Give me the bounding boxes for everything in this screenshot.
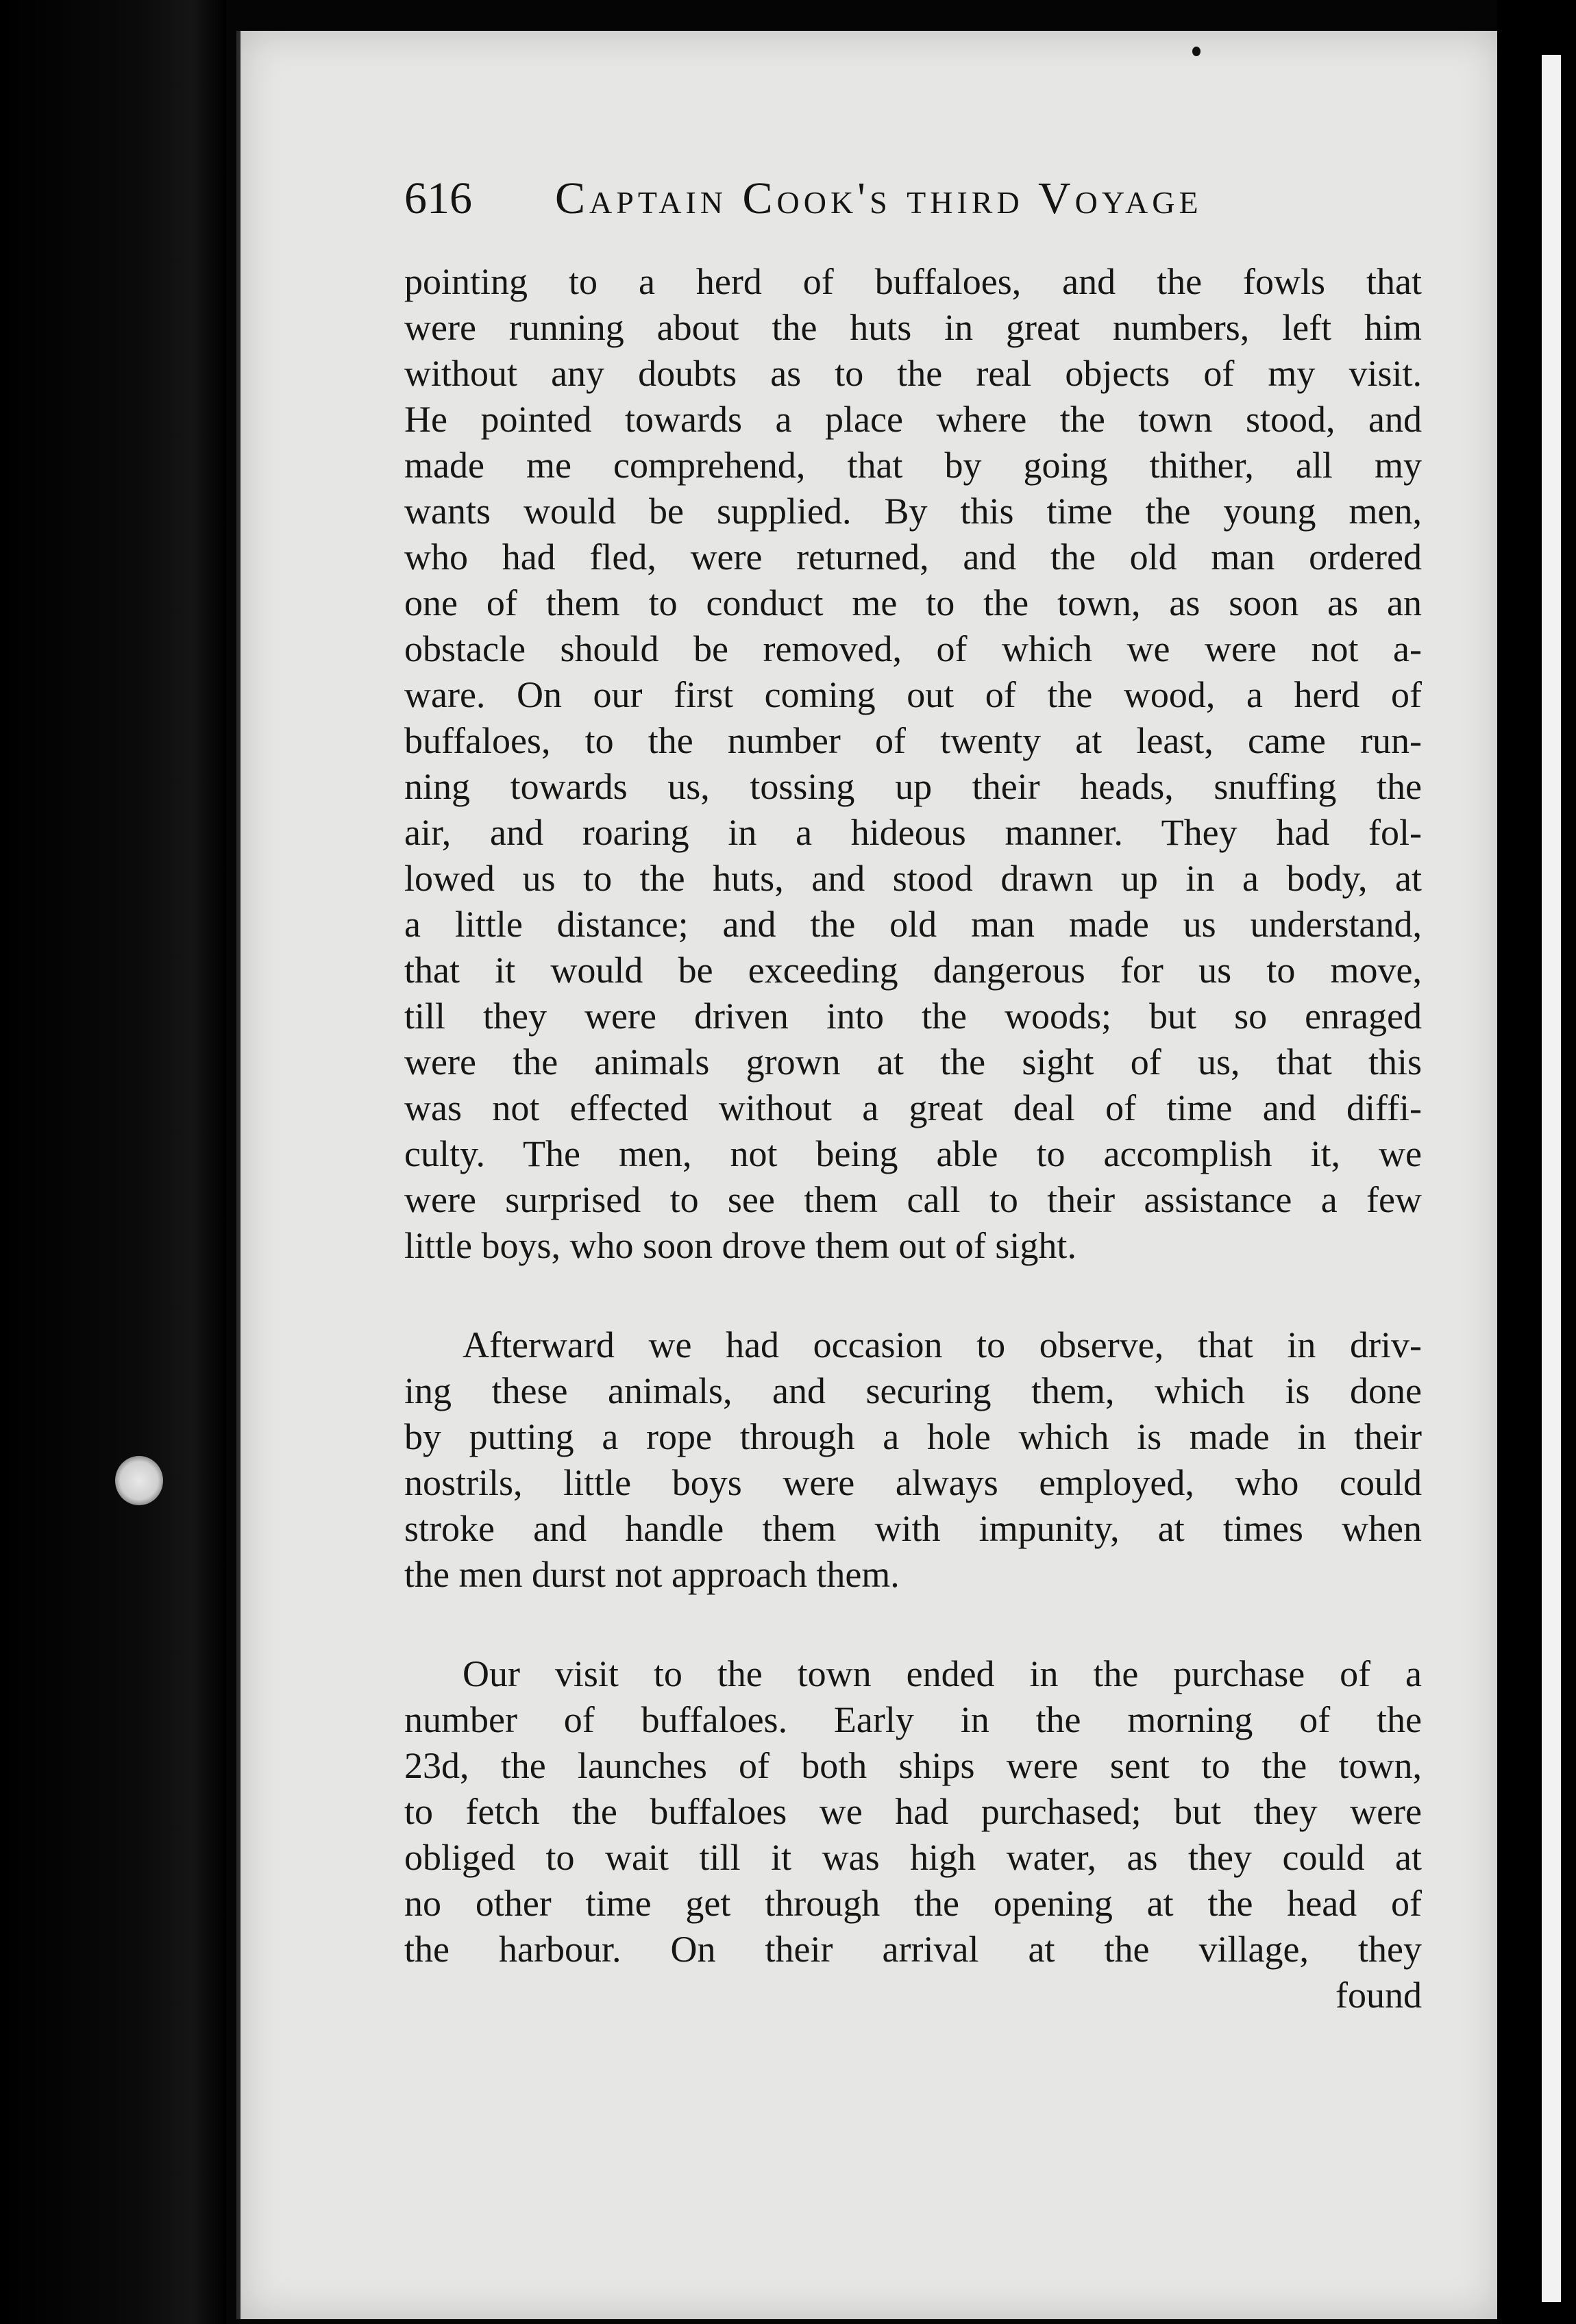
text-line: pointing to a herd of buffaloes, and the fowls that <box>404 261 1422 302</box>
text-line: without any doubts as to the real objects of my visit. <box>404 353 1422 394</box>
ink-speck <box>1192 47 1201 56</box>
text-line: ing these animals, and securing them, which is done <box>404 1370 1422 1411</box>
text-line: little boys, who soon drove them out of sight. <box>404 1225 1076 1266</box>
text-line: till they were driven into the woods; but so enraged <box>404 996 1422 1037</box>
text-line: obliged to wait till it was high water, as they could at <box>404 1837 1422 1878</box>
text-line: a little distance; and the old man made us understand, <box>404 904 1422 945</box>
right-margin-dark <box>1497 0 1576 2324</box>
paragraph-gap <box>404 1269 1422 1322</box>
text-line: by putting a rope through a hole which is made in their <box>404 1416 1422 1457</box>
text-line: wants would be supplied. By this time the young men, <box>404 491 1422 532</box>
text-line: who had fled, were returned, and the old man ordered <box>404 536 1422 578</box>
text-line: made me comprehend, that by going thither, all my <box>404 445 1422 486</box>
text-line: nostrils, little boys were always employed, who could <box>404 1462 1422 1503</box>
running-title: Captain Cook's third Voyage <box>555 173 1203 223</box>
text-line: culty. The men, not being able to accomplish it, we <box>404 1133 1422 1174</box>
text-line: buffaloes, to the number of twenty at least, came run- <box>404 720 1422 761</box>
text-line: Our visit to the town ended in the purchase of a <box>463 1653 1422 1694</box>
text-line: He pointed towards a place where the town stood, and <box>404 399 1422 440</box>
text-line: was not effected without a great deal of time and diffi- <box>404 1087 1422 1128</box>
text-line: stroke and handle them with impunity, at times when <box>404 1508 1422 1549</box>
text-line: to fetch the buffaloes we had purchased; but they were <box>404 1791 1422 1832</box>
paragraph-gap <box>404 1598 1422 1651</box>
text-line: one of them to conduct me to the town, as soon as an <box>404 582 1422 623</box>
text-line: ware. On our first coming out of the wood, a herd of <box>404 674 1422 715</box>
page-number: 616 <box>404 173 472 223</box>
text-line: air, and roaring in a hideous manner. They had fol- <box>404 812 1422 853</box>
text-line: that it would be exceeding dangerous for us to move, <box>404 950 1422 991</box>
catchword: found <box>1335 1975 1422 2016</box>
text-line: no other time get through the opening at the head of <box>404 1883 1422 1924</box>
text-line: 23d, the launches of both ships were sent to the town, <box>404 1745 1422 1786</box>
paper-stain <box>115 1456 163 1505</box>
text-line: ning towards us, tossing up their heads, snuffing the <box>404 766 1422 807</box>
binding-shadow <box>0 0 226 2324</box>
running-header <box>404 164 1329 247</box>
text-line: Afterward we had occasion to observe, that in driv- <box>463 1324 1422 1365</box>
text-line: lowed us to the huts, and stood drawn up in a body, at <box>404 858 1422 899</box>
text-line: the men durst not approach them. <box>404 1554 900 1595</box>
text-line: were the animals grown at the sight of us, that this <box>404 1041 1422 1083</box>
text-line: the harbour. On their arrival at the village, they <box>404 1929 1422 1970</box>
text-line: were running about the huts in great numbers, left him <box>404 307 1422 348</box>
facing-page-edge <box>1542 55 1561 2302</box>
body-text <box>404 259 1422 2018</box>
text-line: were surprised to see them call to their assistance a few <box>404 1179 1422 1220</box>
text-line: number of buffaloes. Early in the morning of the <box>404 1699 1422 1740</box>
text-line: obstacle should be removed, of which we were not a- <box>404 628 1422 669</box>
